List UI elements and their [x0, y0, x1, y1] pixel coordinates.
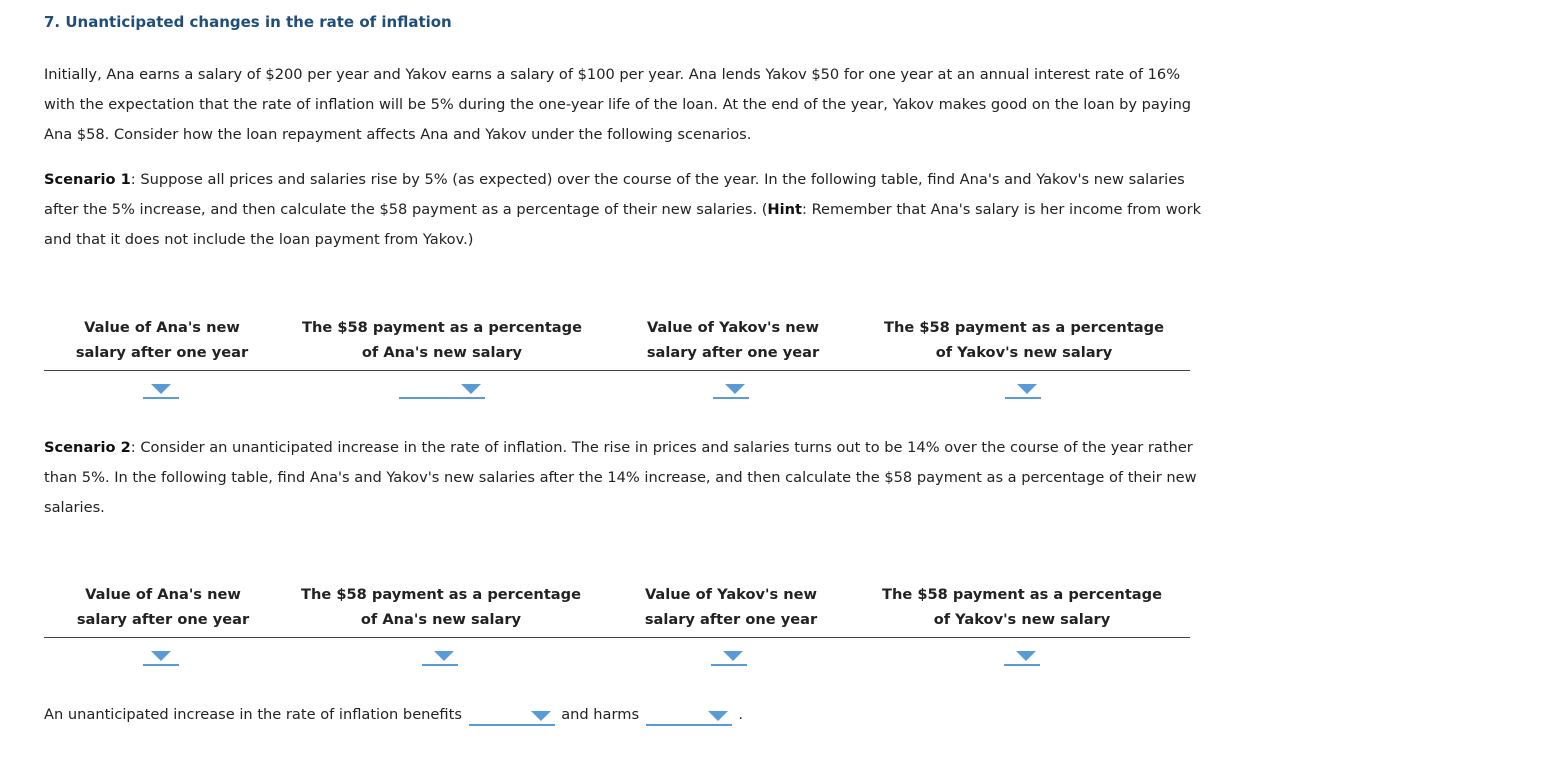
question-intro: Initially, Ana earns a salary of $200 per year and Yakov earns a salary of $100 per year. Ana lends Yakov $50 for one year at an annual interest rate of 16% with the expectation that the rate of inflation will be 5% during the one-year life of the loan. At the end of the year, Yakov makes good on the loan by paying Ana $58. Consider how the loan repayment affects Ana and Yakov under the following scenarios.	[44, 66, 1192, 143]
table-header	[44, 579, 1190, 638]
hint-label: Hint	[767, 201, 803, 218]
header-ana-salary	[44, 582, 282, 632]
yakov-salary-dropdown[interactable]	[711, 648, 747, 666]
header-yakov-percentage	[874, 582, 1170, 632]
chevron-down-icon	[708, 711, 728, 721]
chevron-down-icon	[531, 711, 551, 721]
table-row	[44, 371, 1190, 403]
question-title: 7. Unanticipated changes in the rate of inflation	[44, 13, 452, 31]
header-line: The $58 payment as a percentage	[302, 319, 582, 336]
scenario1-table	[44, 312, 1190, 403]
chevron-down-icon	[151, 384, 171, 394]
header-line: The $58 payment as a percentage	[882, 586, 1162, 603]
header-line: of Ana's new salary	[361, 344, 523, 361]
chevron-down-icon	[1016, 651, 1036, 661]
harms-dropdown[interactable]	[646, 704, 732, 726]
header-line: Value of Yakov's new	[646, 319, 820, 336]
chevron-down-icon	[151, 651, 171, 661]
chevron-down-icon	[725, 384, 745, 394]
header-line: Value of Ana's new	[85, 586, 241, 603]
ana-salary-dropdown[interactable]	[143, 648, 179, 666]
ana-percentage-dropdown[interactable]	[422, 648, 458, 666]
scenario2-text	[44, 433, 1204, 523]
scenario2-body: : Consider an unanticipated increase in the rate of inflation. The rise in prices and salaries turns out to be 14% over the course of the year rather than 5%. In the following table, find Ana's and Yakov's new salaries after the 14% increase, and then calculate the $58 payment as a percentage of their new salaries.	[44, 439, 1197, 516]
header-line: The $58 payment as a percentage	[301, 586, 581, 603]
header-ana-percentage	[294, 582, 588, 632]
header-line: Value of Yakov's new	[644, 586, 818, 603]
header-line: of Yakov's new salary	[935, 344, 1113, 361]
header-yakov-salary	[628, 582, 834, 632]
scenario1-text-b: : Remember that Ana's salary is her income from work and that it does not include the loan payment from Yakov.)	[44, 201, 1202, 248]
chevron-down-icon	[434, 651, 454, 661]
ana-percentage-dropdown[interactable]	[399, 381, 485, 399]
scenario1-text-a: : Suppose all prices and salaries rise by 5% (as expected) over the course of the year. In the following table, find Ana's and Yakov's new salaries after the 5% increase, and then calculate the $58 payment as a percentage of their new salaries. (	[44, 171, 1185, 218]
header-yakov-percentage	[876, 315, 1172, 365]
ana-salary-dropdown[interactable]	[143, 381, 179, 399]
header-line: salary after one year	[646, 344, 820, 361]
header-line: salary after one year	[76, 611, 250, 628]
scenario2-table	[44, 579, 1190, 670]
header-ana-percentage	[294, 315, 590, 365]
conclusion-suffix: .	[738, 706, 743, 723]
header-ana-salary	[44, 315, 280, 365]
yakov-salary-dropdown[interactable]	[713, 381, 749, 399]
yakov-percentage-dropdown[interactable]	[1005, 381, 1041, 399]
header-line: The $58 payment as a percentage	[884, 319, 1164, 336]
header-line: of Ana's new salary	[360, 611, 522, 628]
scenario1-label: Scenario 1	[44, 171, 131, 188]
table-header	[44, 312, 1190, 371]
scenario2-label: Scenario 2	[44, 439, 131, 456]
chevron-down-icon	[723, 651, 743, 661]
chevron-down-icon	[461, 384, 481, 394]
table-row	[44, 638, 1190, 670]
header-yakov-salary	[630, 315, 836, 365]
header-line: Value of Ana's new	[84, 319, 240, 336]
conclusion-sentence	[44, 700, 743, 730]
benefits-dropdown[interactable]	[469, 704, 555, 726]
conclusion-middle: and harms	[561, 706, 640, 723]
chevron-down-icon	[1017, 384, 1037, 394]
header-line: of Yakov's new salary	[933, 611, 1111, 628]
header-line: salary after one year	[644, 611, 818, 628]
conclusion-prefix: An unanticipated increase in the rate of inflation benefits	[44, 706, 462, 723]
header-line: salary after one year	[75, 344, 249, 361]
yakov-percentage-dropdown[interactable]	[1004, 648, 1040, 666]
scenario1-text	[44, 165, 1204, 255]
